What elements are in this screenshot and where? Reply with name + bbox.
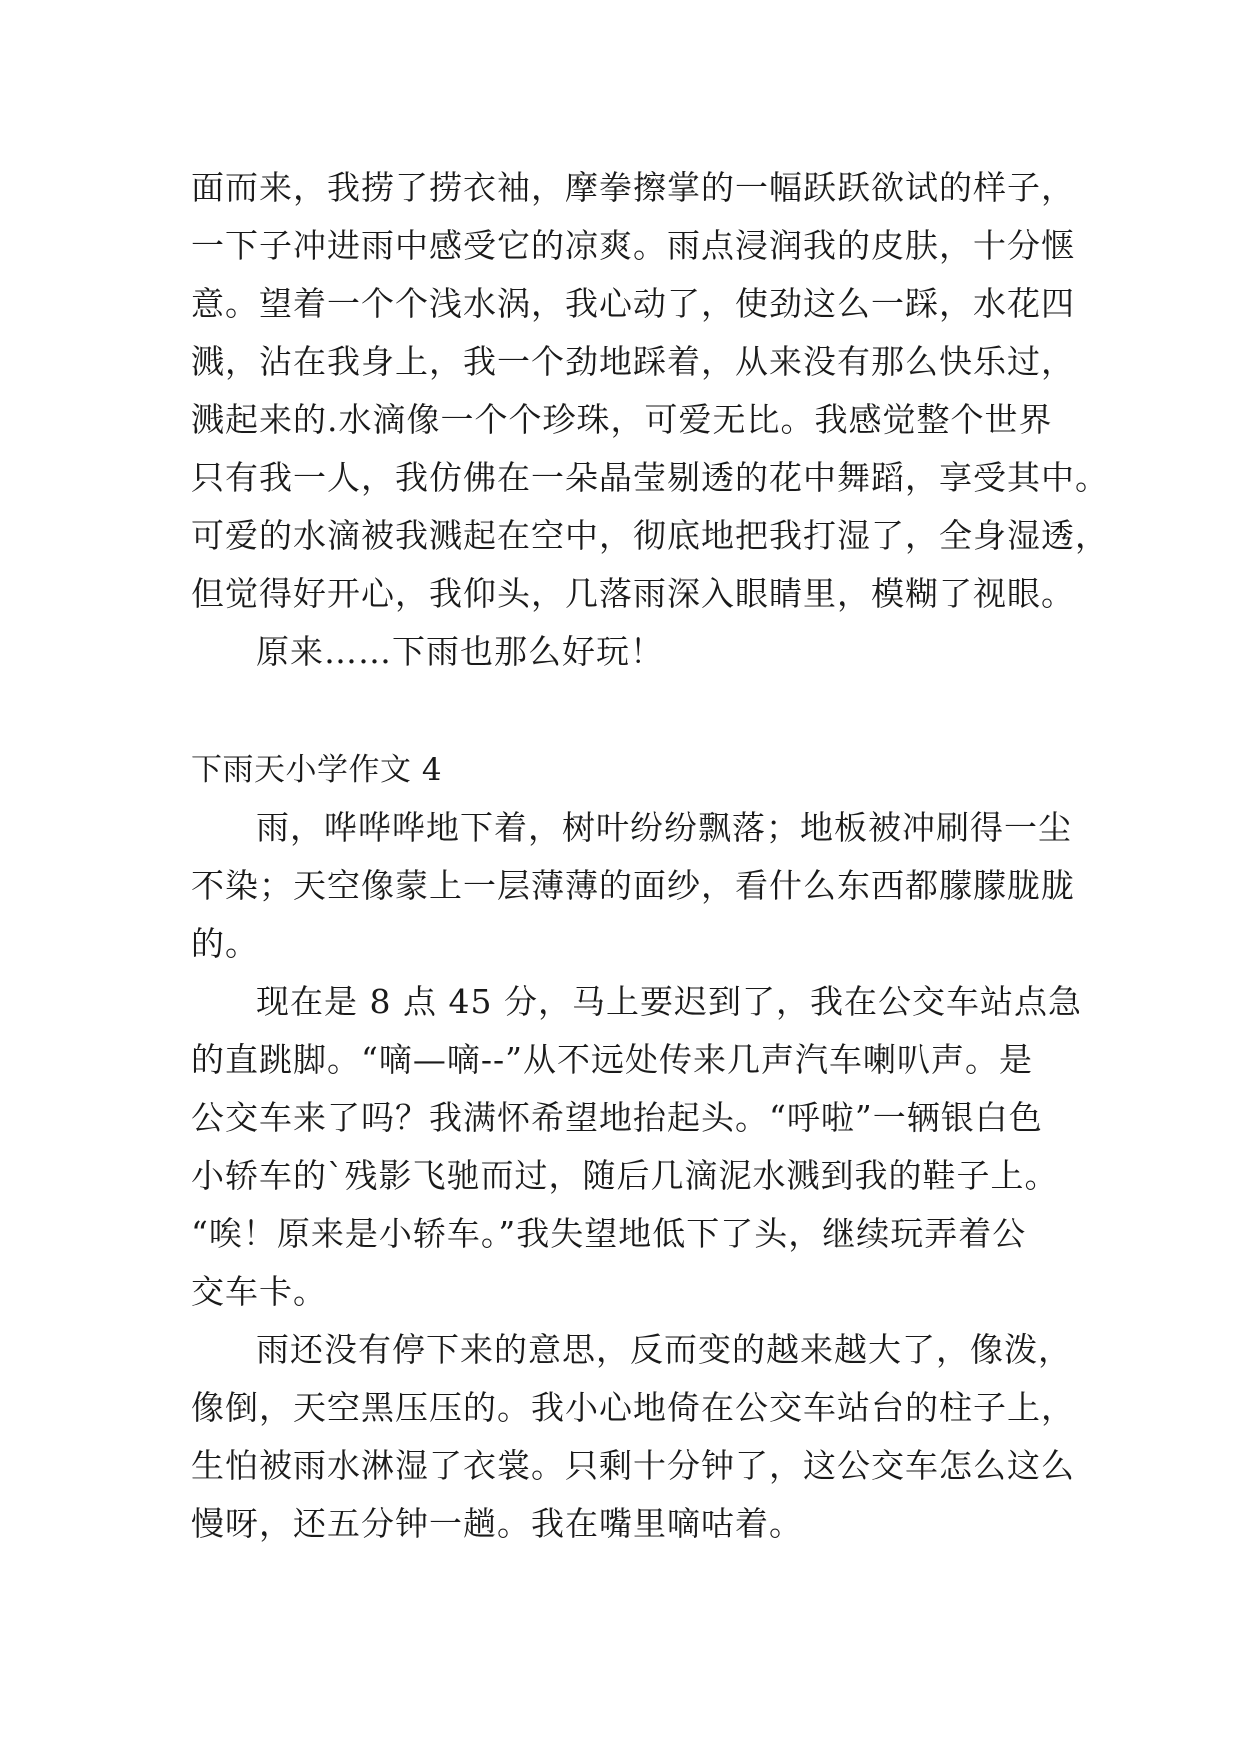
paragraph-line: 像倒，天空黑压压的。我小心地倚在公交车站台的柱子上，	[191, 1388, 1075, 1427]
paragraph-line: 不染；天空像蒙上一层薄薄的面纱，看什么东西都朦朦胧胧	[191, 866, 1075, 905]
paragraph-line: 雨还没有停下来的意思，反而变的越来越大了，像泼，	[256, 1330, 1072, 1369]
paragraph-line: 的。	[191, 924, 259, 963]
paragraph-line: “唉！原来是小轿车。”我失望地低下了头，继续玩弄着公	[191, 1214, 1027, 1253]
paragraph-line: 生怕被雨水淋湿了衣裳。只剩十分钟了，这公交车怎么这么	[191, 1446, 1075, 1485]
text-line: 意。望着一个个浅水涡，我心动了，使劲这么一踩，水花四	[191, 284, 1075, 323]
text-line: 溅，沾在我身上，我一个劲地踩着，从来没有那么快乐过，	[191, 342, 1075, 381]
text-line: 可爱的水滴被我溅起在空中，彻底地把我打湿了，全身湿透，	[191, 516, 1109, 555]
text-line: 面而来，我捞了捞衣袖，摩拳擦掌的一幅跃跃欲试的样子，	[191, 168, 1075, 207]
closing-line: 原来……下雨也那么好玩！	[256, 632, 664, 671]
paragraph-line: 小轿车的`残影飞驰而过，随后几滴泥水溅到我的鞋子上。	[191, 1156, 1059, 1195]
text-line: 只有我一人，我仿佛在一朵晶莹剔透的花中舞蹈，享受其中。	[191, 458, 1109, 497]
section-title: 下雨天小学作文 4	[191, 752, 443, 788]
paragraph-line: 慢呀，还五分钟一趟。我在嘴里嘀咕着。	[191, 1504, 803, 1543]
text-line: 一下子冲进雨中感受它的凉爽。雨点浸润我的皮肤，十分惬	[191, 226, 1075, 265]
paragraph-line: 交车卡。	[191, 1272, 327, 1311]
paragraph-line: 现在是 8 点 45 分，马上要迟到了，我在公交车站点急	[256, 982, 1082, 1021]
paragraph-line: 的直跳脚。“嘀—嘀--”从不远处传来几声汽车喇叭声。是	[191, 1040, 1034, 1079]
paragraph-line: 雨，哗哗哗地下着，树叶纷纷飘落；地板被冲刷得一尘	[256, 808, 1072, 847]
paragraph-line: 公交车来了吗？我满怀希望地抬起头。“呼啦”一辆银白色	[191, 1098, 1043, 1137]
text-line: 但觉得好开心，我仰头，几落雨深入眼睛里，模糊了视眼。	[191, 574, 1075, 613]
text-line: 溅起来的.水滴像一个个珍珠，可爱无比。我感觉整个世界	[191, 400, 1053, 439]
